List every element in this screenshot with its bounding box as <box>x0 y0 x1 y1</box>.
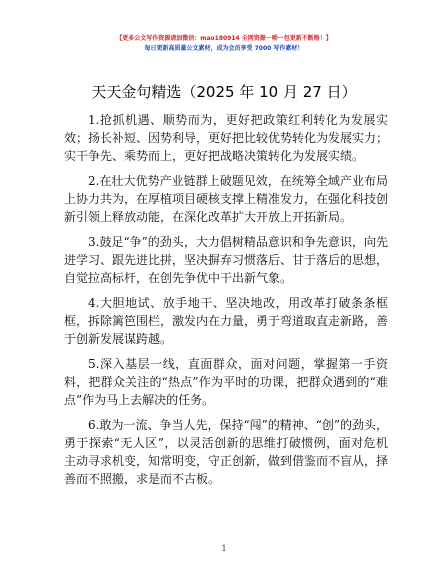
promo-line-membership: 每日更新高质量公文素材，成为会员享受 7000 写作素材！ <box>144 45 304 52</box>
promo-line-contact: 【更多公文写作资源请加微信：mao180914 全网资源一呦一包更新不断赂！】 <box>116 35 332 42</box>
paragraph-1: 1.抢抓机遇、顺势而为，更好把政策红利转化为发展实效；扬长补短、因势利导，更好把比较优势转化为发展实力；实干争先、乘势而上，更好把战略决策转化为发展实绩。 <box>64 113 389 163</box>
promo-header <box>0 34 448 54</box>
paragraph-3: 3.鼓足“争”的劲头，大力倡树精品意识和争先意识，向先进学习、跟先进比拼，坚决摒弃习惯落后、甘于落后的思想，自觉拉高标杆，在创先争优中干出新气象。 <box>64 235 389 285</box>
paragraph-4: 4.大胆地试、放手地干、坚决地改，用改革打破条条框框，拆除篱笆围栏，激发内在力量，勇于弯道取直走新路，善于创新发展谋跨越。 <box>64 296 389 346</box>
page-number: 1 <box>221 544 227 553</box>
document-title: 天天金句精选（2025 年 10 月 27 日） <box>91 83 357 101</box>
paragraph-6: 6.敢为一流、争当人先，保持“闯”的精神、“创”的劲头，勇于探索“无人区”，以灵活创新的思维打破惯例，面对危机主动寻求机变，知常明变，守正创新，做到借鉴而不盲从，择善而不照搬，求是而不古板。 <box>64 418 389 486</box>
paragraph-5: 5.深入基层一线，直面群众，面对问题，掌握第一手资料，把群众关注的“热点”作为平时的功课，把群众遇到的“难点”作为马上去解决的任务。 <box>64 357 388 407</box>
document-body <box>64 111 388 495</box>
paragraph-2: 2.在壮大优势产业链群上破题见效，在统筹全域产业布局上协力共为，在厚植项目硬核支撑上精准发力，在强化科技创新引领上释放动能，在深化改革扩大开放上开拓新局。 <box>64 174 389 224</box>
